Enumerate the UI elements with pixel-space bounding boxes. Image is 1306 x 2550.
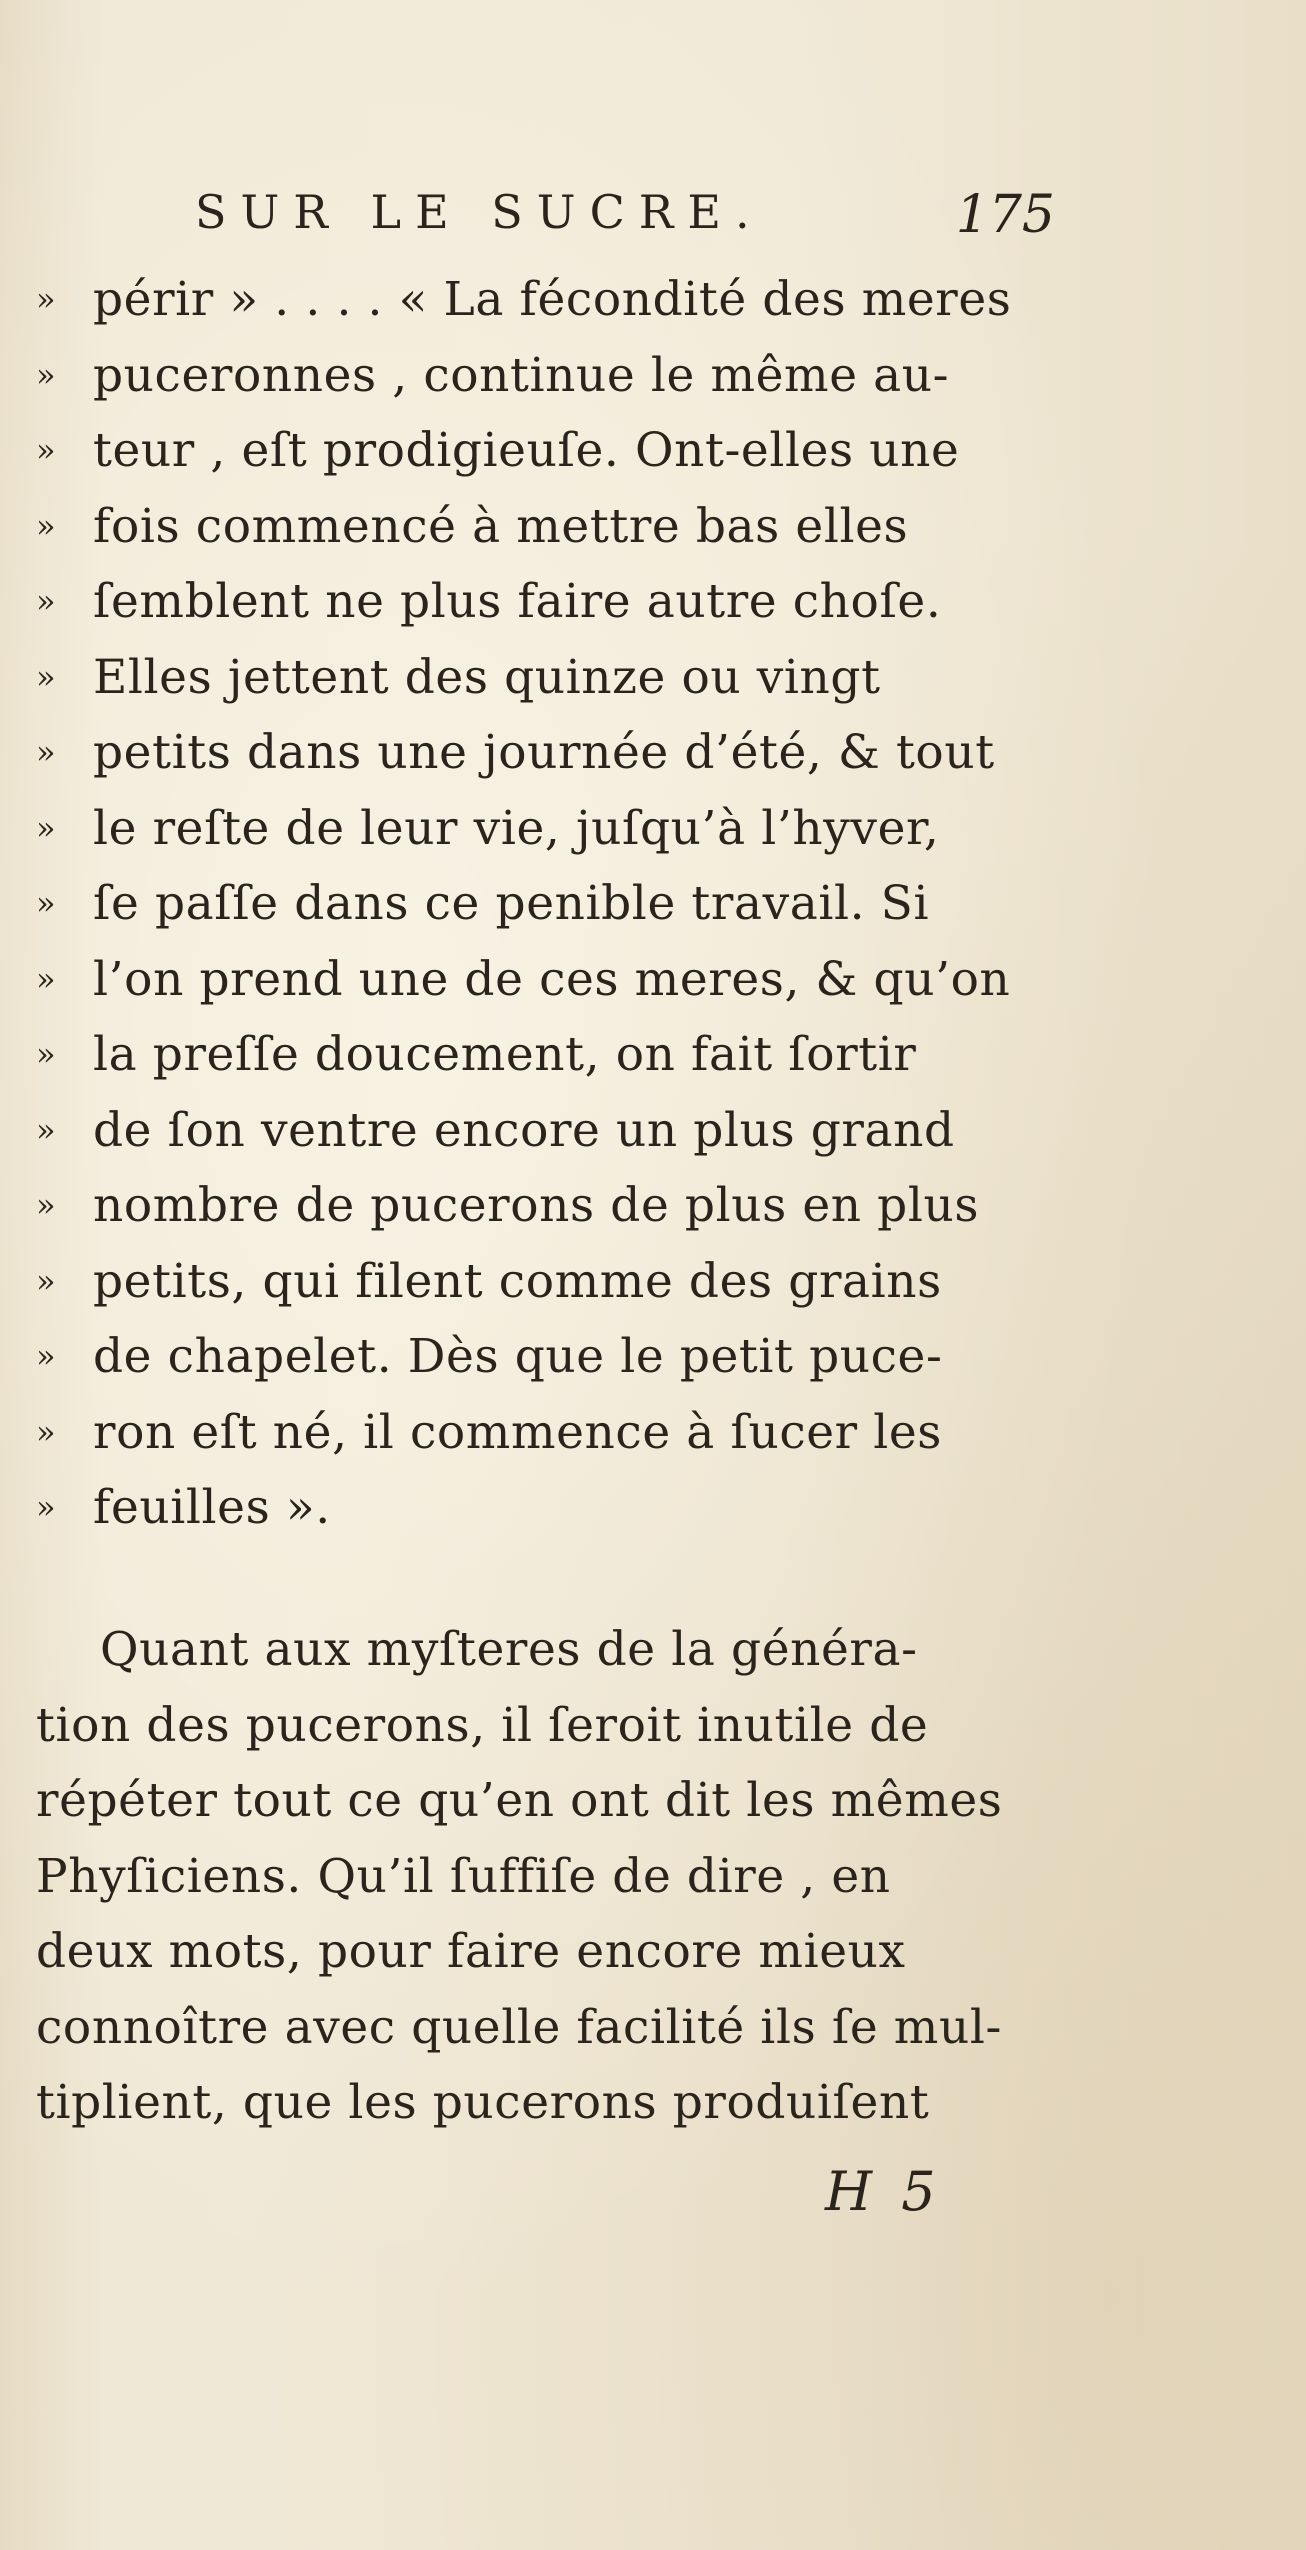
quote-line	[0, 1244, 1306, 1320]
quote-line-text: de ſon ventre encore un plus grand	[93, 1102, 955, 1158]
paragraph-line	[0, 1612, 1306, 1688]
quote-line-text: le reſte de leur vie, juſqu’à l’hyver,	[93, 800, 940, 856]
quote-mark: »	[36, 1035, 56, 1073]
quote-line-text: l’on prend une de ces meres, & qu’on	[93, 951, 1011, 1007]
page-header	[195, 185, 1055, 255]
quote-line	[0, 564, 1306, 640]
quote-line	[0, 866, 1306, 942]
quote-line	[0, 1093, 1306, 1169]
paragraph-line	[0, 1914, 1306, 1990]
paragraph-line	[0, 2065, 1306, 2141]
quote-mark: »	[36, 431, 56, 469]
quote-line	[0, 262, 1306, 338]
quote-line	[0, 791, 1306, 867]
paragraph-line-text: deux mots, pour faire encore mieux	[36, 1924, 906, 1979]
quote-line	[0, 715, 1306, 791]
quote-line-text: Elles jettent des quinze ou vingt	[93, 649, 881, 705]
quote-line	[0, 413, 1306, 489]
signature-mark: H 5	[825, 2160, 942, 2223]
quote-line-text: ſemblent ne plus faire autre choſe.	[93, 574, 942, 629]
paragraph-line-text: Phyſiciens. Qu’il ſuffiſe de dire , en	[36, 1848, 891, 1904]
quote-mark: »	[36, 959, 56, 998]
quote-mark: »	[36, 1337, 56, 1375]
quote-line	[0, 1319, 1306, 1395]
paragraph-line-text: répéter tout ce qu’en ont dit les mêmes	[36, 1773, 1003, 1828]
quote-line	[0, 489, 1306, 565]
quote-mark: »	[36, 1412, 56, 1451]
quote-line	[0, 1017, 1306, 1093]
quote-line-text: puceronnes , continue le même au-	[93, 347, 950, 403]
quote-line-text: fois commencé à mettre bas elles	[93, 498, 909, 554]
quote-line-text: périr » . . . . « La fécondité des meres	[93, 272, 1012, 327]
quote-line-text: de chapelet. Dès que le petit puce-	[93, 1329, 943, 1384]
quote-line	[0, 1168, 1306, 1244]
quote-mark: »	[36, 657, 56, 696]
quote-mark: »	[36, 1488, 56, 1526]
quote-mark: »	[36, 1261, 56, 1300]
paragraph-line-text: tion des pucerons, il ſeroit inutile de	[36, 1697, 929, 1753]
quote-line-text: petits, qui filent comme des grains	[93, 1253, 942, 1309]
quote-line	[0, 1395, 1306, 1471]
body-paragraph	[0, 1612, 1306, 2141]
quote-line-text: ron eſt né, il commence à ſucer les	[93, 1404, 943, 1460]
quote-line	[0, 338, 1306, 414]
quote-line-text: ſe paſſe dans ce penible travail. Si	[93, 876, 930, 931]
quote-line	[0, 942, 1306, 1018]
quote-line-text: teur , eſt prodigieuſe. Ont-elles une	[93, 423, 960, 478]
paragraph-line-text: connoître avec quelle facilité ils ſe mul-	[36, 1999, 1002, 2055]
paragraph-line-text: Quant aux myſteres de la généra-	[100, 1622, 918, 1677]
quote-mark: »	[36, 280, 56, 318]
running-title: SUR LE SUCRE.	[195, 185, 764, 239]
page-number: 175	[955, 185, 1055, 245]
paragraph-line	[0, 1763, 1306, 1839]
quote-mark: »	[36, 582, 56, 620]
quote-line	[0, 640, 1306, 716]
quote-line-text: nombre de pucerons de plus en plus	[93, 1178, 980, 1233]
paragraph-line-text: tiplient, que les pucerons produiſent	[36, 2075, 930, 2130]
quote-mark: »	[36, 506, 56, 545]
paragraph-line	[0, 1990, 1306, 2066]
quoted-passage	[0, 262, 1306, 1546]
paragraph-line	[0, 1839, 1306, 1915]
quote-line	[0, 1470, 1306, 1546]
quote-line-text: feuilles ».	[93, 1480, 331, 1535]
quote-mark: »	[36, 1110, 56, 1149]
quote-line-text: la preſſe doucement, on fait ſortir	[93, 1027, 917, 1082]
quote-mark: »	[36, 808, 56, 847]
paragraph-line	[0, 1688, 1306, 1764]
quote-line-text: petits dans une journée d’été, & tout	[93, 725, 995, 780]
quote-mark: »	[36, 1186, 56, 1224]
quote-mark: »	[36, 884, 56, 922]
quote-mark: »	[36, 733, 56, 771]
quote-mark: »	[36, 355, 56, 394]
